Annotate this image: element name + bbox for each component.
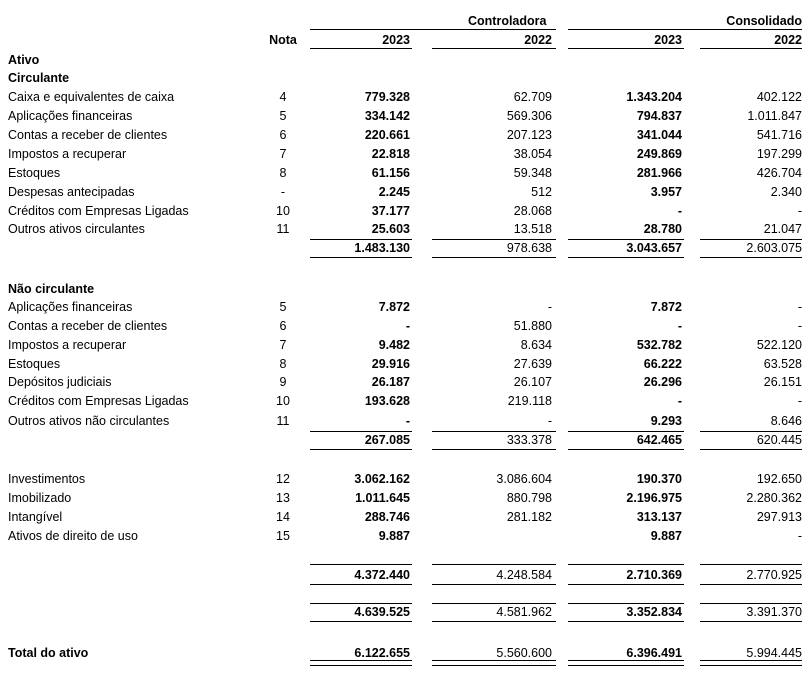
cell-value: - — [547, 300, 552, 314]
cell-value: 512 — [531, 185, 552, 199]
section-title-nao-circulante: Não circulante — [8, 282, 95, 296]
cell-value: - — [797, 529, 802, 543]
subtotal-value: 3.352.834 — [626, 605, 682, 619]
cell-value: 38.054 — [513, 147, 552, 161]
cell-value: - — [547, 414, 552, 428]
row-nota: 4 — [279, 90, 287, 104]
total-double-rule — [310, 660, 412, 666]
total-double-rule — [432, 660, 556, 666]
cell-value: 27.639 — [513, 357, 552, 371]
subtotal-rule — [310, 239, 412, 240]
cell-value: 341.044 — [636, 128, 682, 142]
row-nota: 7 — [279, 338, 287, 352]
subtotal-rule — [568, 621, 684, 622]
cell-value: 402.122 — [756, 90, 802, 104]
cell-value: 8.646 — [770, 414, 802, 428]
cell-value: 25.603 — [371, 222, 410, 236]
row-label: Contas a receber de clientes — [8, 319, 168, 333]
row-label: Imobilizado — [8, 491, 72, 505]
subtotal-rule — [432, 239, 556, 240]
cell-value: 2.245 — [378, 185, 410, 199]
cell-value: 1.011.847 — [747, 109, 802, 123]
cell-value: 1.011.645 — [355, 491, 410, 505]
subtotal-rule — [432, 431, 556, 432]
row-label: Impostos a recuperar — [8, 147, 127, 161]
subtotal-value: 3.391.370 — [746, 605, 802, 619]
cell-value: 3.957 — [650, 185, 682, 199]
cell-value: - — [797, 204, 802, 218]
row-label: Aplicações financeiras — [8, 300, 133, 314]
cell-value: 297.913 — [756, 510, 802, 524]
group-header-controladora: Controladora — [468, 14, 547, 28]
column-header-nota: Nota — [269, 33, 297, 47]
cell-value: 8.634 — [520, 338, 552, 352]
total-value: 6.396.491 — [626, 646, 682, 660]
row-nota: 8 — [279, 357, 287, 371]
cell-value: 26.296 — [643, 375, 682, 389]
subtotal-rule — [568, 257, 684, 258]
subtotal-rule — [568, 603, 684, 604]
cell-value: - — [797, 319, 802, 333]
row-nota: 10 — [276, 204, 290, 218]
total-double-rule — [568, 660, 684, 666]
row-nota: 10 — [276, 394, 290, 408]
header-underline — [568, 29, 802, 30]
cell-value: 192.650 — [756, 472, 802, 486]
subtotal-rule — [432, 621, 556, 622]
row-nota: 11 — [276, 414, 290, 428]
cell-value: 281.966 — [636, 166, 682, 180]
cell-value: 541.716 — [756, 128, 802, 142]
subtotal-rule — [310, 564, 412, 565]
subtotal-rule — [700, 603, 802, 604]
row-nota: 8 — [279, 166, 287, 180]
column-header-year: 2022 — [774, 33, 802, 47]
cell-value: 426.704 — [756, 166, 802, 180]
header-rule — [568, 48, 684, 49]
subtotal-rule — [310, 257, 412, 258]
cell-value: 29.916 — [371, 357, 410, 371]
row-label: Aplicações financeiras — [8, 109, 133, 123]
subtotal-rule — [310, 449, 412, 450]
row-label: Outros ativos circulantes — [8, 222, 145, 236]
subtotal-rule — [568, 239, 684, 240]
cell-value: 190.370 — [636, 472, 682, 486]
cell-value: 28.068 — [513, 204, 552, 218]
subtotal-rule — [568, 564, 684, 565]
cell-value: 313.137 — [636, 510, 682, 524]
cell-value: - — [677, 204, 682, 218]
column-header-year: 2022 — [524, 33, 552, 47]
subtotal-value: 4.248.584 — [496, 568, 552, 582]
subtotal-rule — [310, 431, 412, 432]
cell-value: 59.348 — [513, 166, 552, 180]
column-header-year: 2023 — [654, 33, 682, 47]
subtotal-rule — [310, 603, 412, 604]
subtotal-rule — [700, 621, 802, 622]
cell-value: 9.887 — [650, 529, 682, 543]
subtotal-rule — [700, 449, 802, 450]
subtotal-rule — [310, 584, 412, 585]
cell-value: 1.343.204 — [626, 90, 682, 104]
subtotal-value: 3.043.657 — [626, 241, 682, 255]
total-label: Total do ativo — [8, 646, 89, 660]
row-label: Estoques — [8, 166, 61, 180]
cell-value: 37.177 — [371, 204, 410, 218]
cell-value: 63.528 — [763, 357, 802, 371]
row-nota: 11 — [276, 222, 290, 236]
cell-value: 794.837 — [636, 109, 682, 123]
row-nota: 6 — [279, 128, 287, 142]
row-nota: 13 — [276, 491, 290, 505]
cell-value: 51.880 — [513, 319, 552, 333]
total-value: 5.994.445 — [746, 646, 802, 660]
group-header-consolidado: Consolidado — [726, 14, 802, 28]
subtotal-rule — [700, 239, 802, 240]
row-nota: 7 — [279, 147, 287, 161]
header-underline — [310, 29, 556, 30]
subtotal-rule — [568, 584, 684, 585]
row-label: Impostos a recuperar — [8, 338, 127, 352]
subtotal-value: 333.378 — [506, 433, 552, 447]
subtotal-value: 620.445 — [756, 433, 802, 447]
cell-value: 13.518 — [513, 222, 552, 236]
subtotal-rule — [700, 431, 802, 432]
cell-value: 28.780 — [643, 222, 682, 236]
cell-value: 880.798 — [506, 491, 552, 505]
cell-value: - — [797, 394, 802, 408]
cell-value: 61.156 — [371, 166, 410, 180]
cell-value: 26.107 — [513, 375, 552, 389]
subtotal-value: 2.770.925 — [746, 568, 802, 582]
row-nota: - — [280, 185, 286, 199]
header-rule — [432, 48, 556, 49]
row-nota: 14 — [276, 510, 290, 524]
column-header-year: 2023 — [382, 33, 410, 47]
cell-value: 22.818 — [371, 147, 410, 161]
row-label: Ativos de direito de uso — [8, 529, 138, 543]
total-value: 6.122.655 — [354, 646, 410, 660]
cell-value: 21.047 — [763, 222, 802, 236]
total-value: 5.560.600 — [496, 646, 552, 660]
row-label: Caixa e equivalentes de caixa — [8, 90, 175, 104]
cell-value: 522.120 — [756, 338, 802, 352]
row-label: Créditos com Empresas Ligadas — [8, 204, 189, 218]
subtotal-rule — [568, 431, 684, 432]
subtotal-rule — [568, 449, 684, 450]
row-label: Depósitos judiciais — [8, 375, 112, 389]
subtotal-value: 2.710.369 — [626, 568, 682, 582]
subtotal-value: 1.483.130 — [354, 241, 410, 255]
cell-value: 532.782 — [636, 338, 682, 352]
cell-value: 62.709 — [513, 90, 552, 104]
subtotal-rule — [310, 621, 412, 622]
cell-value: 26.151 — [763, 375, 802, 389]
cell-value: 569.306 — [506, 109, 552, 123]
cell-value: - — [405, 319, 410, 333]
cell-value: 249.869 — [636, 147, 682, 161]
row-label: Créditos com Empresas Ligadas — [8, 394, 189, 408]
row-nota: 9 — [279, 375, 287, 389]
section-title-ativo: Ativo — [8, 53, 40, 67]
row-nota: 12 — [276, 472, 290, 486]
subtotal-value: 978.638 — [506, 241, 552, 255]
cell-value: 9.887 — [378, 529, 410, 543]
row-label: Outros ativos não circulantes — [8, 414, 170, 428]
subtotal-value: 267.085 — [364, 433, 410, 447]
cell-value: - — [677, 394, 682, 408]
subtotal-rule — [432, 603, 556, 604]
subtotal-rule — [432, 584, 556, 585]
subtotal-rule — [700, 257, 802, 258]
cell-value: 7.872 — [650, 300, 682, 314]
row-nota: 5 — [279, 300, 287, 314]
cell-value: 9.293 — [650, 414, 682, 428]
cell-value: - — [677, 319, 682, 333]
cell-value: 3.086.604 — [496, 472, 552, 486]
cell-value: 219.118 — [507, 394, 552, 408]
header-rule — [310, 48, 412, 49]
cell-value: 2.196.975 — [626, 491, 682, 505]
row-nota: 6 — [279, 319, 287, 333]
row-label: Contas a receber de clientes — [8, 128, 168, 142]
total-double-rule — [700, 660, 802, 666]
subtotal-value: 4.581.962 — [496, 605, 552, 619]
cell-value: 66.222 — [643, 357, 682, 371]
row-nota: 15 — [276, 529, 290, 543]
section-title-circulante: Circulante — [8, 71, 70, 85]
subtotal-rule — [700, 564, 802, 565]
cell-value: 193.628 — [364, 394, 410, 408]
row-label: Estoques — [8, 357, 61, 371]
cell-value: 334.142 — [364, 109, 410, 123]
subtotal-value: 2.603.075 — [746, 241, 802, 255]
subtotal-value: 4.639.525 — [354, 605, 410, 619]
cell-value: 7.872 — [378, 300, 410, 314]
cell-value: 26.187 — [371, 375, 410, 389]
cell-value: 2.280.362 — [746, 491, 802, 505]
cell-value: 9.482 — [378, 338, 410, 352]
subtotal-rule — [432, 564, 556, 565]
cell-value: - — [797, 300, 802, 314]
row-label: Intangível — [8, 510, 63, 524]
subtotal-value: 4.372.440 — [354, 568, 410, 582]
cell-value: 288.746 — [364, 510, 410, 524]
cell-value: 207.123 — [506, 128, 552, 142]
cell-value: 2.340 — [770, 185, 802, 199]
row-label: Investimentos — [8, 472, 86, 486]
cell-value: - — [405, 414, 410, 428]
header-rule — [700, 48, 802, 49]
cell-value: 197.299 — [756, 147, 802, 161]
cell-value: 220.661 — [364, 128, 410, 142]
cell-value: 281.182 — [506, 510, 552, 524]
subtotal-rule — [432, 257, 556, 258]
row-nota: 5 — [279, 109, 287, 123]
subtotal-rule — [432, 449, 556, 450]
row-label: Despesas antecipadas — [8, 185, 135, 199]
cell-value: 3.062.162 — [354, 472, 410, 486]
subtotal-value: 642.465 — [636, 433, 682, 447]
subtotal-rule — [700, 584, 802, 585]
cell-value: 779.328 — [364, 90, 410, 104]
